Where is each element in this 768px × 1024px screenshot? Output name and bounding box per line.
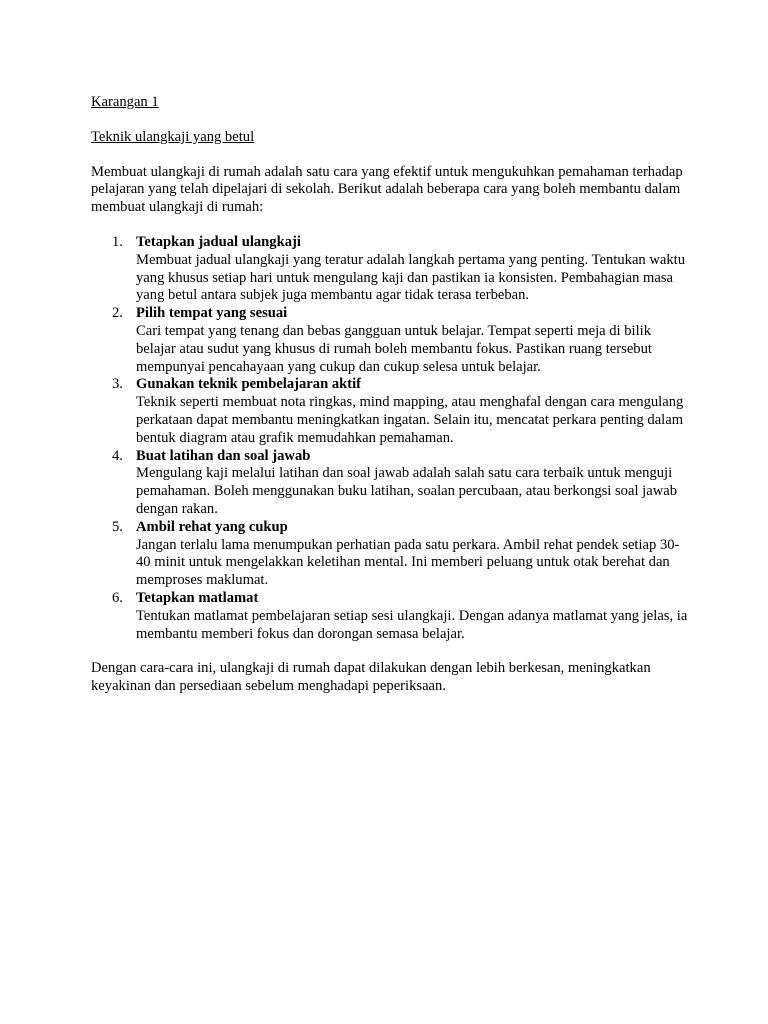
document-title: Teknik ulangkaji yang betul <box>91 128 255 145</box>
list-item-title: Pilih tempat yang sesuai <box>136 305 288 322</box>
list-item <box>91 448 691 519</box>
list-item-number: 2. <box>112 305 123 322</box>
intro-paragraph: Membuat ulangkaji di rumah adalah satu cara yang efektif untuk mengukuhkan pemahaman terhadap pelajaran yang telah dipelajari di sekolah. Berikut adalah beberapa cara yang boleh membantu dalam membuat ulangkaji di rumah: <box>91 163 683 216</box>
document-body <box>91 94 691 696</box>
document-label: Karangan 1 <box>91 94 159 110</box>
conclusion-paragraph: Dengan cara-cara ini, ulangkaji di rumah dapat dilakukan dengan lebih berkesan, meningkatkan keyakinan dan persediaan sebelum menghadapi peperiksaan. <box>91 660 651 695</box>
list-item <box>91 519 691 590</box>
list-item-number: 4. <box>112 447 123 464</box>
list-item-title: Tetapkan matlamat <box>136 589 259 606</box>
list-item <box>91 305 691 376</box>
list-item-title: Gunakan teknik pembelajaran aktif <box>136 376 362 393</box>
list-item-title: Ambil rehat yang cukup <box>136 518 288 535</box>
list-item-number: 3. <box>112 376 123 393</box>
list-item-body: Cari tempat yang tenang dan bebas gangguan untuk belajar. Tempat seperti meja di bilik belajar atau sudut yang khusus di rumah boleh membantu fokus. Pastikan ruang tersebut mempunyai pencahayaan yang cukup dan cukup selesa untuk belajar. <box>136 322 652 375</box>
list-item-title: Tetapkan jadual ulangkaji <box>136 233 301 250</box>
tips-list <box>91 234 691 643</box>
list-item-body: Membuat jadual ulangkaji yang teratur adalah langkah pertama yang penting. Tentukan waktu yang khusus setiap hari untuk mengulang kaji dan pastikan ia konsisten. Pembahagian masa yang betul antara subjek juga membantu agar tidak terasa terbeban. <box>136 251 686 304</box>
list-item-number: 1. <box>112 233 123 250</box>
list-item <box>91 234 691 305</box>
list-item <box>91 590 691 643</box>
list-item-body: Teknik seperti membuat nota ringkas, mind mapping, atau menghafal dengan cara mengulang perkataan dapat membantu meningkatkan ingatan. Selain itu, mencatat perkara penting dalam bentuk diagram atau grafik memudahkan pemahaman. <box>136 394 684 446</box>
list-item-body: Mengulang kaji melalui latihan dan soal jawab adalah salah satu cara terbaik untuk menguji pemahaman. Boleh menggunakan buku latihan, soalan percubaan, atau berkongsi soal jawab dengan rakan. <box>136 465 678 517</box>
list-item-number: 5. <box>112 518 123 535</box>
list-item-body: Tentukan matlamat pembelajaran setiap sesi ulangkaji. Dengan adanya matlamat yang jelas, ia membantu memberi fokus dan dorongan semasa belajar. <box>136 607 688 642</box>
list-item <box>91 376 691 447</box>
list-item-number: 6. <box>112 589 123 606</box>
list-item-body: Jangan terlalu lama menumpukan perhatian pada satu perkara. Ambil rehat pendek setiap 30-40 minit untuk mengelakkan keletihan mental. Ini memberi peluang untuk otak berehat dan memproses maklumat. <box>136 536 680 589</box>
list-item-title: Buat latihan dan soal jawab <box>136 447 311 464</box>
